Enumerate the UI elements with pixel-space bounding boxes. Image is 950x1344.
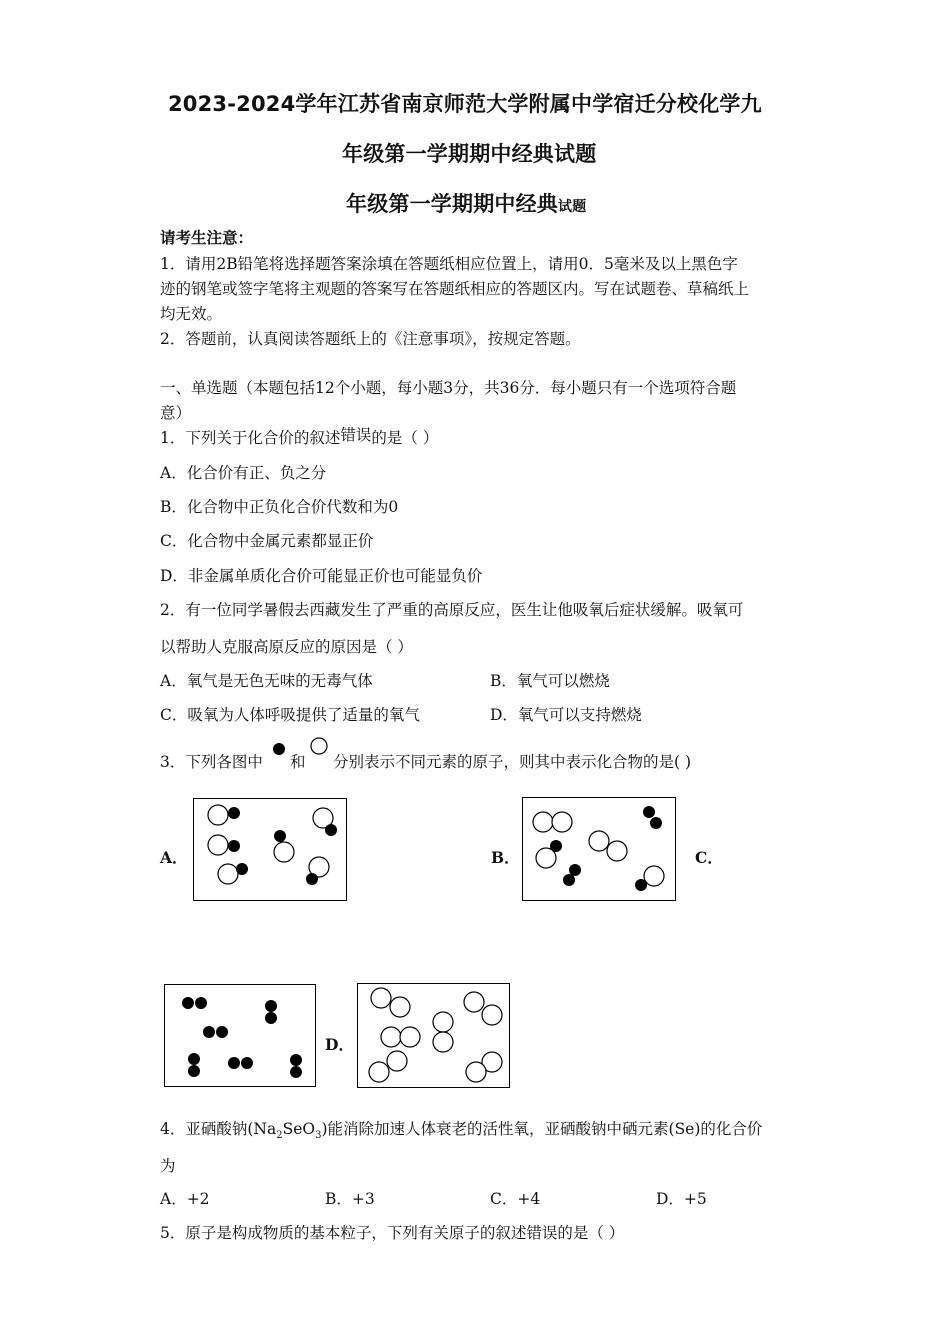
title-line-3-main: 年级第一学期期中经典: [346, 192, 558, 216]
q4-option-a: A．+2: [160, 1190, 210, 1208]
q1-stem-c: 的是（ ）: [371, 429, 439, 447]
q3-diagram-d: [357, 983, 510, 1088]
filled-atom-legend-icon: [271, 741, 287, 757]
q4-option-c: C．+4: [490, 1190, 541, 1208]
q3-diagram-c: [164, 984, 316, 1087]
q3-label-b: B．: [491, 848, 520, 867]
notice-item1-line3: 均无效。: [160, 305, 223, 323]
notice-heading: 请考生注意：: [160, 228, 254, 247]
q3-diagram-a-molecules: [194, 799, 346, 900]
q4-stem-a: 4．亚硒酸钠(Na: [160, 1120, 277, 1138]
q3-diagram-b: [522, 797, 676, 901]
q1-stem-a: 1．下列关于化合价的叙述: [160, 429, 341, 447]
q3-stem-b: 分别表示不同元素的原子，则其中表示化合物的是( ): [333, 753, 692, 771]
title-line-3-suffix: 试题: [558, 199, 587, 215]
q4-option-d: D．+5: [656, 1190, 707, 1208]
q3-label-a: A．: [160, 848, 188, 867]
q1-option-b: B．化合物中正负化合价代数和为0: [160, 498, 399, 516]
q2-option-b: B．氧气可以燃烧: [490, 672, 610, 690]
q4-option-b: B．+3: [325, 1190, 375, 1208]
title-line-1: 2023-2024学年江苏省南京师范大学附属中学宿迁分校化学九: [168, 92, 762, 116]
q3-label-c: C．: [695, 848, 723, 867]
notice-item1-line2: 迹的钢笔或签字笔将主观题的答案写在答题纸相应的答题区内。写在试题卷、草稿纸上: [160, 280, 750, 298]
q3-stem-and: 和: [290, 753, 306, 771]
q5-stem: 5．原子是构成物质的基本粒子，下列有关原子的叙述错误的是（ ）: [160, 1224, 625, 1242]
q3-stem-a: 3．下列各图中: [160, 753, 263, 771]
q1-stem-emphasis: 错误: [340, 426, 372, 444]
q2-stem-line2: 以帮助人克服高原反应的原因是（ ）: [160, 638, 413, 656]
q3-diagram-a: [193, 798, 347, 901]
section-heading-line2: 意）: [160, 404, 192, 422]
q4-stem-line2: 为: [160, 1157, 176, 1175]
q1-stem: [160, 426, 438, 448]
title-line-3: [346, 188, 586, 218]
notice-item2: 2．答题前，认真阅读答题纸上的《注意事项》，按规定答题。: [160, 330, 581, 348]
q1-option-c: C．化合物中金属元素都显正价: [160, 532, 374, 550]
q1-option-a: A．化合价有正、负之分: [160, 464, 327, 482]
q3-diagram-d-molecules: [358, 984, 509, 1087]
q3-diagram-c-molecules: [165, 985, 315, 1086]
q2-option-a: A．氧气是无色无味的无毒气体: [160, 672, 373, 690]
q2-option-c: C．吸氧为人体呼吸提供了适量的氧气: [160, 706, 420, 724]
q3-diagram-b-molecules: [523, 798, 675, 900]
section-heading-line1: 一、单选题（本题包括12个小题，每小题3分，共36分．每小题只有一个选项符合题: [160, 379, 737, 397]
q4-stem-line1: [160, 1117, 762, 1141]
q4-sub-2: 3: [315, 1130, 322, 1142]
q3-label-d: D．: [325, 1035, 354, 1054]
notice-item1-line1: 1．请用2B铅笔将选择题答案涂填在答题纸相应位置上，请用0．5毫米及以上黑色字: [160, 255, 738, 273]
q4-stem-c: )能消除加速人体衰老的活性氧，亚硒酸钠中硒元素(Se)的化合价: [321, 1120, 763, 1138]
q2-stem-line1: 2．有一位同学暑假去西藏发生了严重的高原反应，医生让他吸氧后症状缓解。吸氧可: [160, 601, 744, 619]
q4-stem-b: SeO: [282, 1120, 316, 1138]
q2-option-d: D．氧气可以支持燃烧: [490, 706, 642, 724]
q1-option-d: D．非金属单质化合价可能显正价也可能显负价: [160, 567, 483, 585]
hollow-atom-legend-icon: [309, 736, 329, 756]
title-line-2: 年级第一学期期中经典试题: [342, 142, 597, 166]
q4-sub-1: 2: [276, 1130, 283, 1142]
